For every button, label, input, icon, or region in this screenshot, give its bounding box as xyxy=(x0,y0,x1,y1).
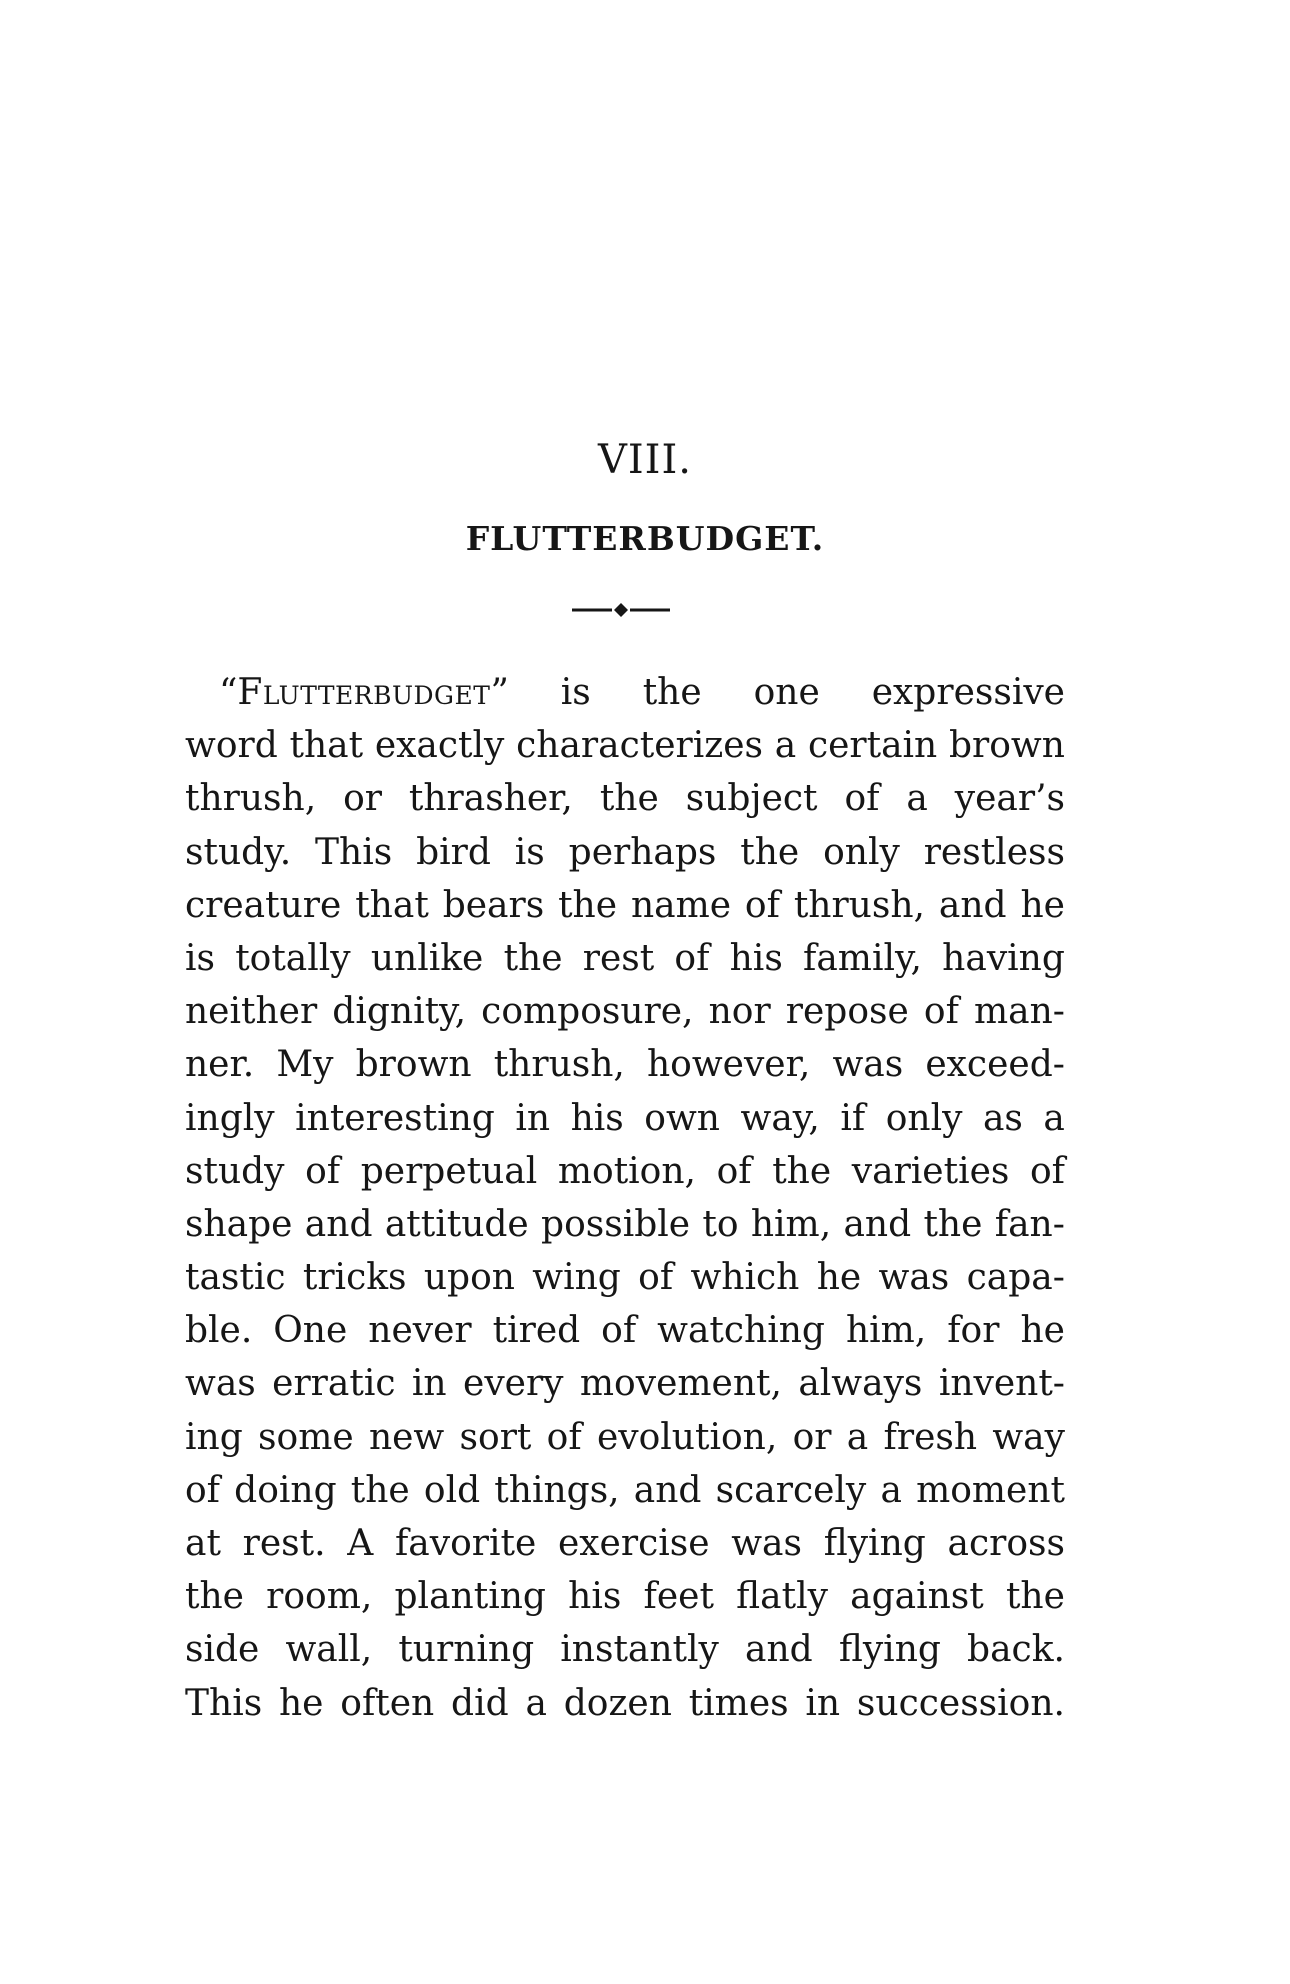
word: exercise xyxy=(557,1523,710,1564)
word: study. xyxy=(185,831,292,873)
word: fan- xyxy=(994,1203,1065,1245)
word: a xyxy=(880,1469,902,1511)
word: This xyxy=(315,831,393,873)
word: however, xyxy=(646,1044,811,1086)
word: way, xyxy=(740,1097,820,1139)
word: the xyxy=(599,778,659,820)
chapter-number: VIII. xyxy=(597,437,692,483)
text-line xyxy=(185,666,1065,719)
word: room, xyxy=(266,1576,373,1618)
word: never xyxy=(368,1310,472,1352)
word: or xyxy=(792,1416,832,1458)
word: neither xyxy=(185,991,318,1033)
word: thrush, xyxy=(493,1044,625,1086)
word: thrush, xyxy=(185,778,317,820)
word: wall, xyxy=(285,1629,373,1671)
word: scarcely xyxy=(715,1469,867,1511)
word: invent- xyxy=(938,1363,1065,1405)
word: tricks xyxy=(302,1257,407,1299)
word: at xyxy=(185,1523,221,1564)
word: and xyxy=(633,1469,702,1511)
word: to xyxy=(702,1203,739,1245)
word: the xyxy=(772,1150,832,1192)
word: he xyxy=(278,1682,324,1724)
word: and xyxy=(304,1203,373,1245)
word: doing xyxy=(234,1469,337,1511)
word: the xyxy=(350,1469,410,1511)
text-line xyxy=(185,1357,1065,1410)
text-line xyxy=(185,879,1065,932)
word: brown xyxy=(948,725,1065,767)
text-line xyxy=(185,1092,1065,1145)
word: and xyxy=(843,1203,912,1245)
word: in xyxy=(411,1363,447,1405)
word: was xyxy=(731,1523,802,1564)
word: that xyxy=(289,725,364,767)
word: evolution, xyxy=(596,1416,778,1458)
text-line xyxy=(185,1517,1065,1570)
text-line xyxy=(185,1038,1065,1091)
word: of xyxy=(744,884,780,926)
text-line xyxy=(185,1464,1065,1517)
text-line xyxy=(185,1677,1065,1730)
word: movement, xyxy=(579,1363,782,1405)
chapter-title: FLUTTERBUDGET. xyxy=(465,519,825,558)
word: one xyxy=(753,672,820,713)
word: the xyxy=(558,884,618,926)
word: study xyxy=(185,1150,285,1192)
word: bears xyxy=(442,884,545,926)
text-line xyxy=(185,1411,1065,1464)
word: that xyxy=(355,884,429,926)
word: bird xyxy=(416,831,491,873)
word: favorite xyxy=(394,1523,537,1564)
word: the xyxy=(740,831,800,873)
word: tired xyxy=(492,1310,581,1352)
word: he xyxy=(816,1257,862,1299)
word: across xyxy=(947,1523,1065,1564)
word: instantly xyxy=(560,1629,719,1671)
text-line xyxy=(185,1570,1065,1623)
word: of xyxy=(185,1469,220,1511)
word: perpetual xyxy=(360,1150,538,1192)
word: his xyxy=(729,937,783,979)
word: times xyxy=(688,1682,789,1724)
word: totally xyxy=(235,937,351,979)
word: possible xyxy=(541,1203,691,1245)
word: of xyxy=(1029,1150,1065,1192)
word: brown xyxy=(355,1044,472,1086)
word: in xyxy=(805,1682,841,1724)
word: This xyxy=(185,1682,263,1724)
word: is xyxy=(185,937,215,979)
text-line xyxy=(185,1623,1065,1676)
word: old xyxy=(423,1469,481,1511)
word: only xyxy=(823,831,900,873)
word: shape xyxy=(185,1203,293,1245)
body-paragraph xyxy=(185,666,1065,1730)
word: new xyxy=(368,1416,445,1458)
word: a xyxy=(525,1682,547,1724)
word: or xyxy=(343,778,382,820)
word: A xyxy=(347,1523,374,1564)
word: he xyxy=(1020,1310,1065,1352)
word: flying xyxy=(838,1629,941,1671)
word: moment xyxy=(916,1469,1065,1511)
word: as xyxy=(982,1097,1023,1139)
word: sort xyxy=(459,1416,532,1458)
word: against xyxy=(850,1576,984,1618)
word: word xyxy=(185,725,278,767)
word: wing xyxy=(532,1257,621,1299)
text-line xyxy=(185,985,1065,1038)
word: characterizes xyxy=(516,725,763,767)
word: always xyxy=(798,1363,923,1405)
word: ble. xyxy=(185,1310,253,1352)
word: creature xyxy=(185,884,342,926)
word: if xyxy=(840,1097,866,1139)
word: ingly xyxy=(185,1097,275,1139)
word: name xyxy=(630,884,732,926)
word: the xyxy=(1005,1576,1065,1618)
text-line xyxy=(185,1251,1065,1304)
word: watching xyxy=(657,1310,825,1352)
word: the xyxy=(185,1576,244,1618)
word: interesting xyxy=(295,1097,495,1139)
word: rest. xyxy=(242,1523,326,1564)
word: every xyxy=(463,1363,564,1405)
word: him, xyxy=(750,1203,832,1245)
word: unlike xyxy=(370,937,484,979)
word: attitude xyxy=(384,1203,529,1245)
word: is xyxy=(514,831,545,873)
word: for xyxy=(947,1310,1000,1352)
word: side xyxy=(185,1629,260,1671)
word: nor xyxy=(708,991,771,1033)
word: planting xyxy=(394,1576,546,1618)
word: certain xyxy=(807,725,938,767)
word: of xyxy=(674,937,710,979)
word: family, xyxy=(803,937,922,979)
word: a xyxy=(906,778,928,820)
word: way xyxy=(992,1416,1065,1458)
word: he xyxy=(1020,884,1065,926)
word: often xyxy=(340,1682,435,1724)
text-line xyxy=(185,1145,1065,1198)
word: One xyxy=(273,1310,348,1352)
word: was xyxy=(832,1044,904,1086)
word: some xyxy=(258,1416,354,1458)
text-line xyxy=(185,932,1065,985)
word: things, xyxy=(494,1469,620,1511)
word: exceed- xyxy=(925,1044,1065,1086)
word: varieties xyxy=(851,1150,1010,1192)
word: subject xyxy=(685,778,818,820)
word: ing xyxy=(185,1416,243,1458)
word: and xyxy=(745,1629,813,1671)
word: rest xyxy=(582,937,655,979)
word: the xyxy=(923,1203,983,1245)
word: which xyxy=(690,1257,800,1299)
word: thrasher, xyxy=(408,778,573,820)
word: is xyxy=(560,672,591,713)
word: him, xyxy=(845,1310,927,1352)
word: thrush, xyxy=(793,884,925,926)
lead-word: “Flutterbudget” xyxy=(219,672,509,713)
word: of xyxy=(305,1150,341,1192)
word: a xyxy=(774,725,797,767)
word: back. xyxy=(967,1629,1065,1671)
word: succession. xyxy=(856,1682,1065,1724)
word: dozen xyxy=(563,1682,672,1724)
text-line xyxy=(185,826,1065,879)
word: dignity, xyxy=(332,991,467,1033)
word: expressive xyxy=(871,672,1065,713)
word: of xyxy=(601,1310,637,1352)
word: of xyxy=(546,1416,582,1458)
word: the xyxy=(503,937,563,979)
word: his xyxy=(570,1097,624,1139)
word: in xyxy=(515,1097,551,1139)
text-line xyxy=(185,772,1065,825)
word: of xyxy=(923,991,959,1033)
word: tastic xyxy=(185,1257,286,1299)
word: fresh xyxy=(883,1416,978,1458)
word: a xyxy=(1043,1097,1065,1139)
word: motion, xyxy=(557,1150,696,1192)
word: a xyxy=(846,1416,869,1458)
word: capa- xyxy=(966,1257,1065,1299)
text-line xyxy=(185,1304,1065,1357)
word: did xyxy=(451,1682,509,1724)
word: repose xyxy=(785,991,909,1033)
rule-with-diamond-ornament-icon xyxy=(572,602,670,618)
word: composure, xyxy=(481,991,694,1033)
word: was xyxy=(878,1257,950,1299)
word: flatly xyxy=(736,1576,828,1618)
word: My xyxy=(276,1044,334,1086)
text-line xyxy=(185,1198,1065,1251)
word: his xyxy=(568,1576,622,1618)
word: own xyxy=(644,1097,720,1139)
word: only xyxy=(885,1097,963,1139)
word: and xyxy=(938,884,1007,926)
word: the xyxy=(642,672,702,713)
word: perhaps xyxy=(568,831,717,873)
word: ner. xyxy=(185,1044,255,1086)
word: restless xyxy=(923,831,1065,873)
word: was xyxy=(185,1363,256,1405)
word: of xyxy=(844,778,880,820)
word: flying xyxy=(823,1523,926,1564)
word: year’s xyxy=(954,778,1065,820)
word: exactly xyxy=(374,725,505,767)
word: feet xyxy=(643,1576,714,1618)
word: turning xyxy=(398,1629,535,1671)
word: having xyxy=(942,937,1065,979)
word: erratic xyxy=(272,1363,396,1405)
word: of xyxy=(638,1257,674,1299)
text-line xyxy=(185,719,1065,772)
word: of xyxy=(716,1150,752,1192)
word: man- xyxy=(974,991,1065,1033)
word: upon xyxy=(423,1257,515,1299)
